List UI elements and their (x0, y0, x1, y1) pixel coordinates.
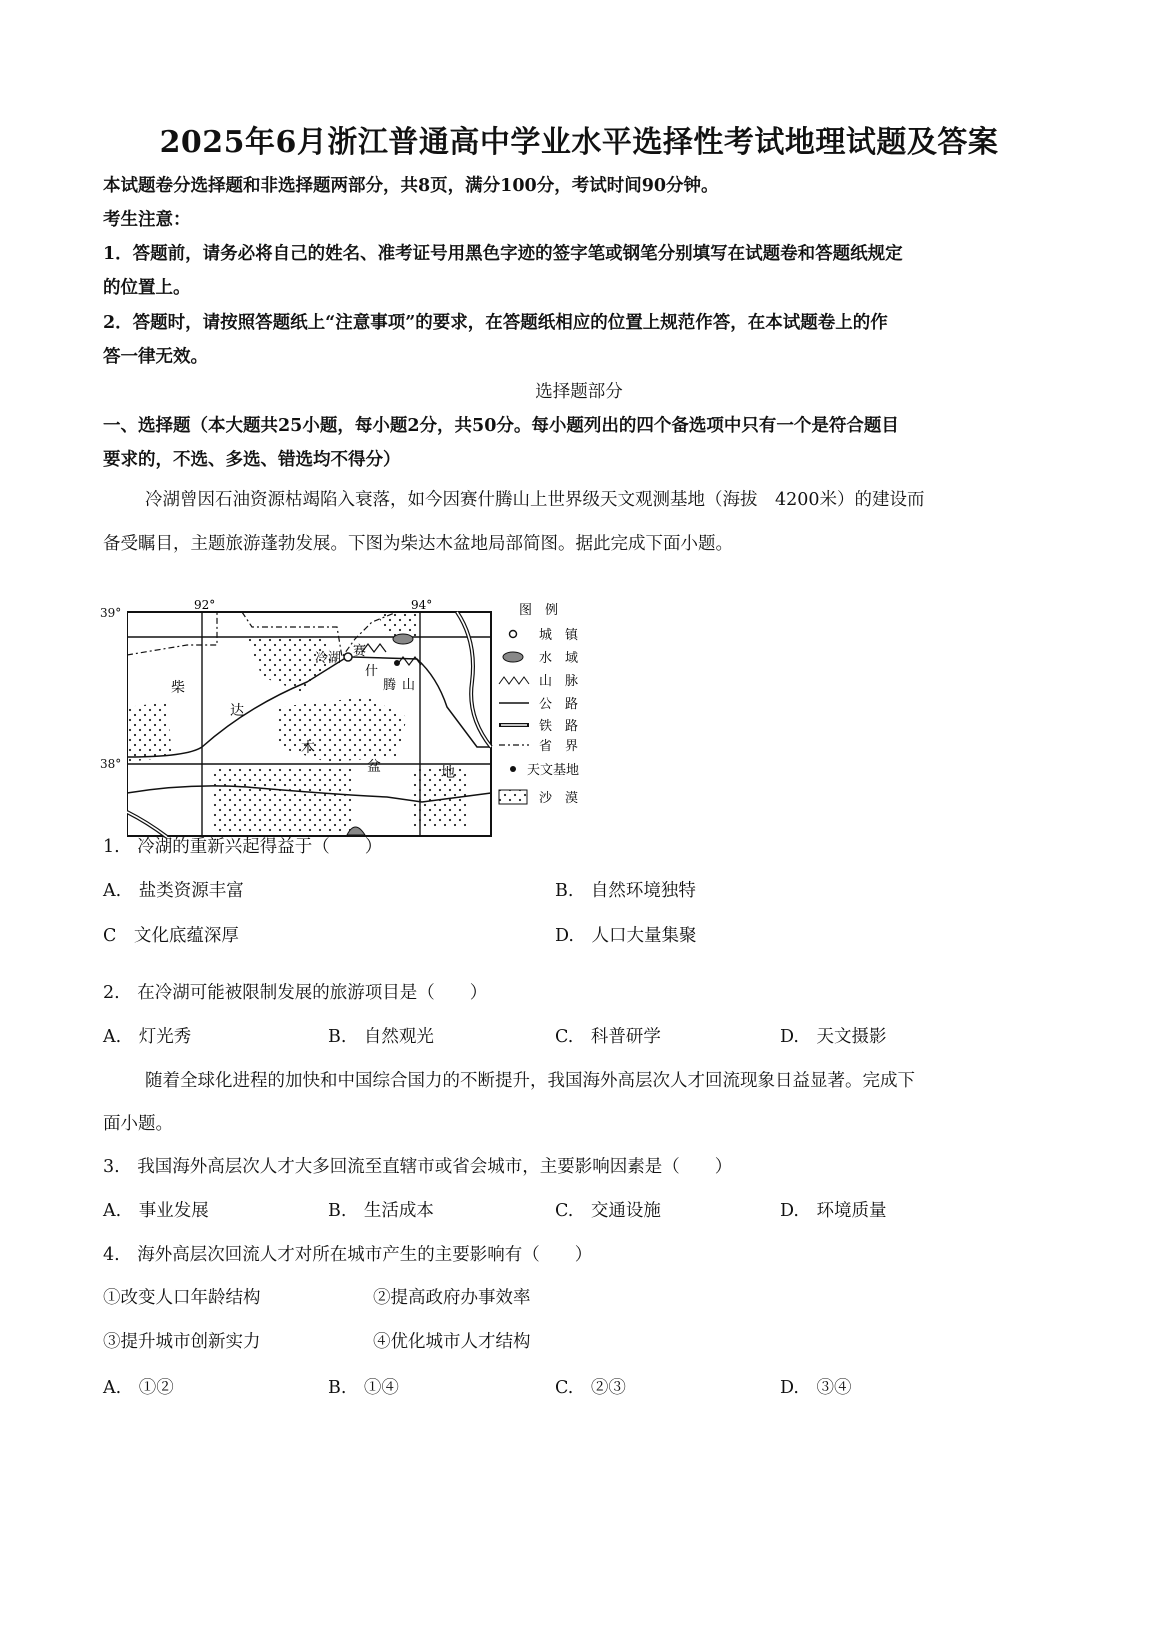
exam-intro: 本试题卷分选择题和非选择题两部分，共8页，满分100分，考试时间90分钟。 (103, 176, 719, 196)
q4-option-d[interactable]: D. ③④ (780, 1378, 852, 1398)
legend-mountain-symbol (499, 677, 529, 684)
q4-item-3: ③提升城市创新实力 (103, 1332, 261, 1352)
label-mu: 木 (301, 740, 315, 756)
q1-option-a[interactable]: A. 盐类资源丰富 (103, 881, 244, 901)
legend-base: 天文基地 (527, 763, 580, 778)
passage1-line1: 冷湖曾因石油资源枯竭陷入衰落，如今因赛什腾山上世界级天文观测基地（海拔 4200米）的建设而 (145, 490, 925, 510)
mountain-range (362, 644, 421, 665)
notice-2-line1: 2．答题时，请按照答题纸上“注意事项”的要求，在答题纸相应的位置上规范作答，在本试题卷上的作 (103, 313, 888, 333)
q2-option-b[interactable]: B. 自然观光 (328, 1027, 434, 1047)
q4-option-a[interactable]: A. ①② (103, 1378, 174, 1398)
label-pen: 盆 (367, 759, 381, 775)
desert-areas (127, 612, 467, 832)
lenghu-town (344, 653, 352, 661)
q4-item-2: ②提高政府办事效率 (373, 1288, 531, 1308)
q4-item-1: ①改变人口年龄结构 (103, 1288, 261, 1308)
label-da: 达 (230, 703, 244, 719)
section-instructions-line1: 一、选择题（本大题共25小题，每小题2分，共50分。每小题列出的四个备选项中只有一个是符合题目 (103, 416, 899, 436)
legend-road: 公 路 (539, 697, 579, 712)
legend-town-symbol (510, 631, 517, 638)
q4-option-b[interactable]: B. ①④ (328, 1378, 399, 1398)
passage2-line1: 随着全球化进程的加快和中国综合国力的不断提升，我国海外高层次人才回流现象日益显著。完成下 (145, 1071, 915, 1091)
section-title: 选择题部分 (535, 382, 623, 402)
label-chai: 柴 (171, 680, 185, 696)
qaidam-basin-map (127, 597, 597, 847)
page-title: 2025年6月浙江普通高中学业水平选择性考试地理试题及答案 (159, 125, 999, 160)
label-shi: 什 (365, 664, 379, 679)
q2-stem: 2. 在冷湖可能被限制发展的旅游项目是（ ） (103, 983, 488, 1003)
q3-option-c[interactable]: C. 交通设施 (555, 1201, 661, 1221)
legend-water-symbol (503, 652, 523, 662)
lat-label-38-text: 38° (100, 757, 122, 771)
section-instructions-line2: 要求的，不选、多选、错选均不得分） (103, 450, 401, 470)
legend-railway: 铁 路 (539, 719, 579, 734)
label-shan: 山 (402, 678, 416, 693)
legend-desert: 沙 漠 (539, 791, 579, 806)
legend-town: 城 镇 (539, 628, 579, 643)
province-boundary-1 (127, 612, 217, 655)
q2-option-a[interactable]: A. 灯光秀 (103, 1027, 192, 1047)
q3-option-d[interactable]: D. 环境质量 (780, 1201, 887, 1221)
notice-1-line1: 1．答题前，请务必将自己的姓名、准考证号用黑色字迹的签字笔或钢笔分别填写在试题卷和答题纸规定 (103, 244, 903, 264)
q3-stem: 3. 我国海外高层次人才大多回流至直辖市或省会城市，主要影响因素是（ ） (103, 1157, 733, 1177)
legend-mountain: 山 脉 (539, 674, 579, 689)
label-teng: 腾 (383, 678, 397, 693)
legend-boundary: 省 界 (539, 739, 579, 754)
passage2-line2: 面小题。 (103, 1114, 173, 1134)
lon-label-94: 94° (411, 598, 433, 612)
astronomy-base (394, 660, 400, 666)
legend-base-symbol (510, 766, 516, 772)
q1-option-d[interactable]: D. 人口大量集聚 (555, 926, 697, 946)
q1-option-c[interactable]: C 文化底蕴深厚 (103, 926, 239, 946)
q2-option-d[interactable]: D. 天文摄影 (780, 1027, 887, 1047)
lon-label-92: 92° (194, 598, 216, 612)
q3-option-a[interactable]: A. 事业发展 (103, 1201, 209, 1221)
q2-option-c[interactable]: C. 科普研学 (555, 1027, 661, 1047)
map-legend (499, 603, 579, 806)
notice-heading: 考生注意： (103, 210, 191, 230)
q4-item-4: ④优化城市人才结构 (373, 1332, 531, 1352)
lake-1 (393, 634, 413, 644)
notice-2-line2: 答一律无效。 (103, 347, 208, 367)
legend-title: 图 例 (519, 603, 559, 618)
notice-1-line2: 的位置上。 (103, 278, 191, 298)
legend-desert-symbol (499, 790, 527, 804)
label-sai: 赛 (353, 644, 367, 659)
q1-option-b[interactable]: B. 自然环境独特 (555, 881, 696, 901)
legend-water: 水 域 (539, 651, 579, 666)
q4-stem: 4. 海外高层次回流人才对所在城市产生的主要影响有（ ） (103, 1245, 593, 1265)
q1-stem: 1. 冷湖的重新兴起得益于（ ） (103, 837, 383, 857)
label-di: 地 (441, 765, 455, 781)
q3-option-b[interactable]: B. 生活成本 (328, 1201, 434, 1221)
lat-label-39-text: 39° (100, 606, 122, 620)
label-lenghu: 冷湖 (315, 651, 342, 666)
q4-option-c[interactable]: C. ②③ (555, 1378, 626, 1398)
passage1-line2: 备受瞩目，主题旅游蓬勃发展。下图为柴达木盆地局部简图。据此完成下面小题。 (103, 534, 733, 554)
